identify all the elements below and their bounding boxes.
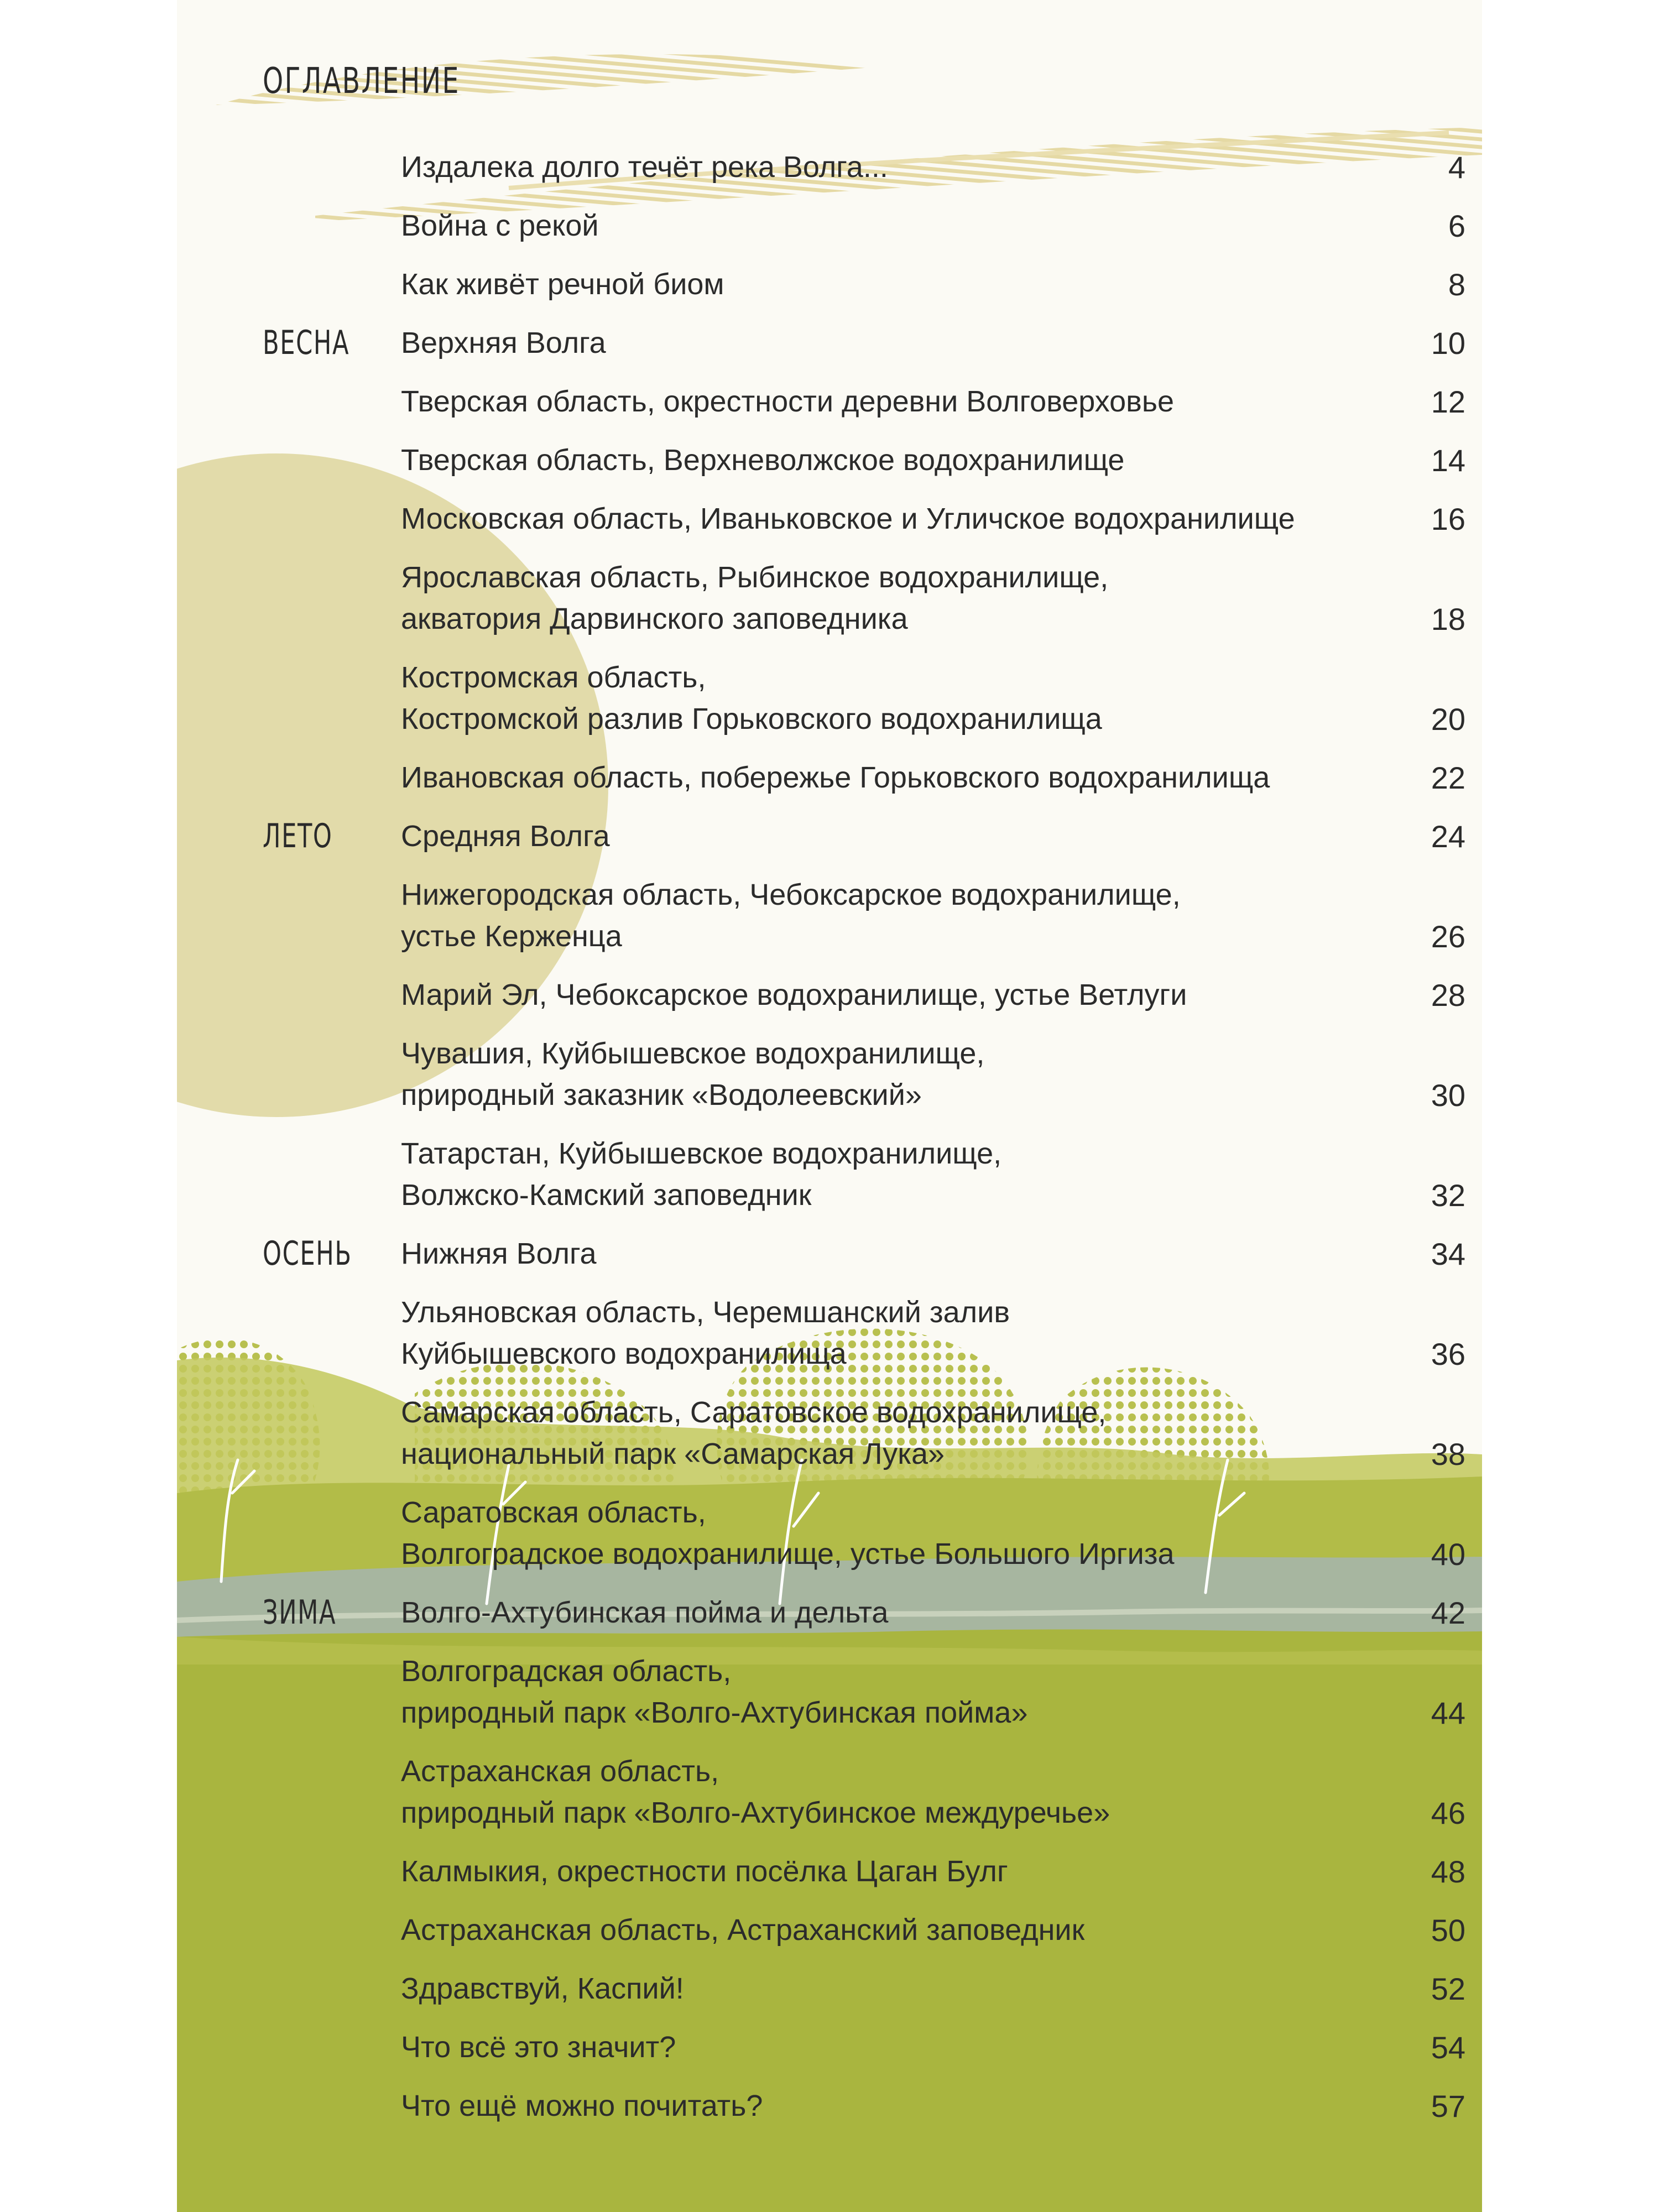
toc-page-number: 54 [1431,2030,1465,2065]
toc-entry-title [401,1968,1341,2010]
toc-entry-line: Астраханская область, Астраханский заповедник [401,1913,1085,1947]
toc-entry-title [401,557,1341,640]
toc-entry-line: Астраханская область, [401,1755,719,1788]
toc-page-number: 42 [1431,1595,1465,1630]
toc-entry[interactable] [401,498,1465,540]
toc-entry[interactable] [401,1233,1465,1275]
toc-entry-title [401,1133,1341,1216]
toc-entry-line: Московская область, Иваньковское и Угличское водохранилище [401,502,1295,535]
toc-entry-line: устье Керженца [401,920,622,953]
toc-entry-line: Волго-Ахтубинская пойма и дельта [401,1596,889,1629]
toc-entry[interactable] [401,1492,1465,1575]
toc-entry-title [401,1851,1341,1892]
toc-entry-line: природный парк «Волго-Ахтубинское междуречье» [401,1796,1110,1829]
toc-entry-title [401,1910,1341,1951]
toc-entry-line: Верхняя Волга [401,326,606,359]
toc-entry-title [401,322,1341,364]
toc-entry-line: Тверская область, окрестности деревни Волговерховье [401,385,1175,418]
toc-entry-line: Что ещё можно почитать? [401,2089,763,2122]
toc-page-number: 14 [1431,443,1465,478]
toc-entry[interactable] [401,1133,1465,1216]
toc-page-number: 52 [1431,1971,1465,2006]
toc-entry-line: Куйбышевского водохранилища [401,1337,847,1370]
toc-entry[interactable] [401,322,1465,364]
toc-page-number: 30 [1431,1078,1465,1113]
toc-entry-title [401,1592,1341,1634]
toc-entry[interactable] [401,2085,1465,2127]
toc-page-number: 20 [1431,702,1465,737]
toc-entry-title [401,1033,1341,1116]
toc-entry-line: природный заказник «Водолеевский» [401,1078,922,1112]
toc-entry-line: Здравствуй, Каспий! [401,1972,684,2005]
toc-entry[interactable] [401,1910,1465,1951]
toc-page-number: 4 [1448,150,1465,185]
toc-entry[interactable] [401,657,1465,740]
toc-page-number: 26 [1431,919,1465,954]
book-page [177,0,1482,2212]
toc-entry-line: Ивановская область, побережье Горьковского водохранилища [401,761,1270,794]
toc-entry[interactable] [401,147,1465,188]
toc-entry-line: Нижегородская область, Чебоксарское водохранилище, [401,878,1181,911]
toc-entry-title [401,2085,1341,2127]
toc-entry-line: акватория Дарвинского заповедника [401,602,908,635]
toc-entry-line: Ярославская область, Рыбинское водохранилище, [401,561,1109,594]
toc-entry-title [401,264,1341,305]
toc-entry-line: Волгоградская область, [401,1655,732,1688]
toc-entry-line: Как живёт речной биом [401,268,724,301]
toc-entry[interactable] [401,1968,1465,2010]
toc-page-number: 28 [1431,978,1465,1013]
toc-entry[interactable] [401,1033,1465,1116]
toc-page-number: 46 [1431,1796,1465,1830]
toc-entry-line: Война с рекой [401,209,599,242]
toc-entry-title [401,1751,1341,1834]
toc-page-number: 38 [1431,1437,1465,1472]
toc-entry-title [401,874,1341,957]
toc-page-number: 44 [1431,1695,1465,1730]
toc-entry-title [401,757,1341,799]
page-title: ОГЛАВЛЕНИЕ [263,61,460,102]
toc-entry-title [401,1292,1341,1375]
toc-entry-line: Ульяновская область, Черемшанский залив [401,1296,1010,1329]
toc-entry[interactable] [401,974,1465,1016]
toc-entry-title [401,440,1341,481]
toc-entry[interactable] [401,381,1465,422]
toc-entry-line: природный парк «Волго-Ахтубинская пойма» [401,1696,1028,1729]
season-label: ЛЕТО [263,817,333,855]
season-label: ОСЕНЬ [263,1234,352,1273]
toc-entry-title [401,1233,1341,1275]
toc-page-number: 6 [1448,208,1465,243]
toc-entry-title [401,498,1341,540]
toc-page-number: 36 [1431,1337,1465,1371]
toc-entry-line: Волгоградское водохранилище, устье Большого Иргиза [401,1537,1175,1571]
toc-entry[interactable] [401,205,1465,247]
toc-entry-line: Издалека долго течёт река Волга... [401,150,888,184]
toc-page-number: 24 [1431,819,1465,854]
toc-page-number: 50 [1431,1913,1465,1948]
toc-entry[interactable] [401,1592,1465,1634]
toc-page-number: 16 [1431,502,1465,536]
toc-entry-title [401,816,1341,857]
toc-page-number: 40 [1431,1537,1465,1572]
toc-entry-title [401,974,1341,1016]
toc-entry-title [401,381,1341,422]
season-label: ВЕСНА [263,324,350,362]
toc-entry-line: Калмыкия, окрестности посёлка Цаган Булг [401,1855,1008,1888]
toc-entry[interactable] [401,2027,1465,2068]
toc-entry-title [401,1392,1341,1475]
toc-page-number: 34 [1431,1237,1465,1271]
toc-entry-line: Костромской разлив Горьковского водохранилища [401,702,1102,735]
toc-entry-line: национальный парк «Самарская Лука» [401,1437,945,1470]
toc-page-number: 10 [1431,326,1465,361]
toc-page-number: 12 [1431,384,1465,419]
toc-entry-title [401,1492,1341,1575]
season-label: ЗИМА [263,1593,337,1632]
toc-entry-line: Нижняя Волга [401,1237,597,1270]
toc-entry-line: Волжско-Камский заповедник [401,1178,812,1212]
toc-entry[interactable] [401,1292,1465,1375]
toc-entry-line: Что всё это значит? [401,2031,676,2064]
toc-entry-line: Самарская область, Саратовское водохранилище, [401,1396,1107,1429]
toc-entry[interactable] [401,1651,1465,1734]
toc-entry-line: Саратовская область, [401,1496,706,1529]
toc-entry[interactable] [401,1751,1465,1834]
toc-entry-line: Чувашия, Куйбышевское водохранилище, [401,1037,985,1070]
toc-entry[interactable] [401,557,1465,640]
toc-entry[interactable] [401,757,1465,799]
toc-page-number: 18 [1431,602,1465,637]
toc-entry[interactable] [401,440,1465,481]
toc-entry[interactable] [401,1851,1465,1892]
toc-entry-title [401,657,1341,740]
toc-entry-title [401,1651,1341,1734]
toc-page-number: 32 [1431,1178,1465,1213]
toc-entry-line: Марий Эл, Чебоксарское водохранилище, устье Ветлуги [401,978,1187,1011]
toc-entry-line: Костромская область, [401,661,706,694]
toc-entry-line: Средняя Волга [401,820,610,853]
toc-entry[interactable] [401,1392,1465,1475]
toc-page-number: 57 [1431,2089,1465,2124]
toc-page-number: 8 [1448,267,1465,302]
toc-entry[interactable] [401,264,1465,305]
toc-page-number: 48 [1431,1854,1465,1889]
toc-page-number: 22 [1431,760,1465,795]
toc-entry[interactable] [401,816,1465,857]
toc-entry-title [401,205,1341,247]
toc-entry-line: Тверская область, Верхневолжское водохранилище [401,444,1125,477]
toc-entry[interactable] [401,874,1465,957]
toc-entry-title [401,147,1341,188]
toc-entry-title [401,2027,1341,2068]
toc-entry-line: Татарстан, Куйбышевское водохранилище, [401,1137,1002,1170]
